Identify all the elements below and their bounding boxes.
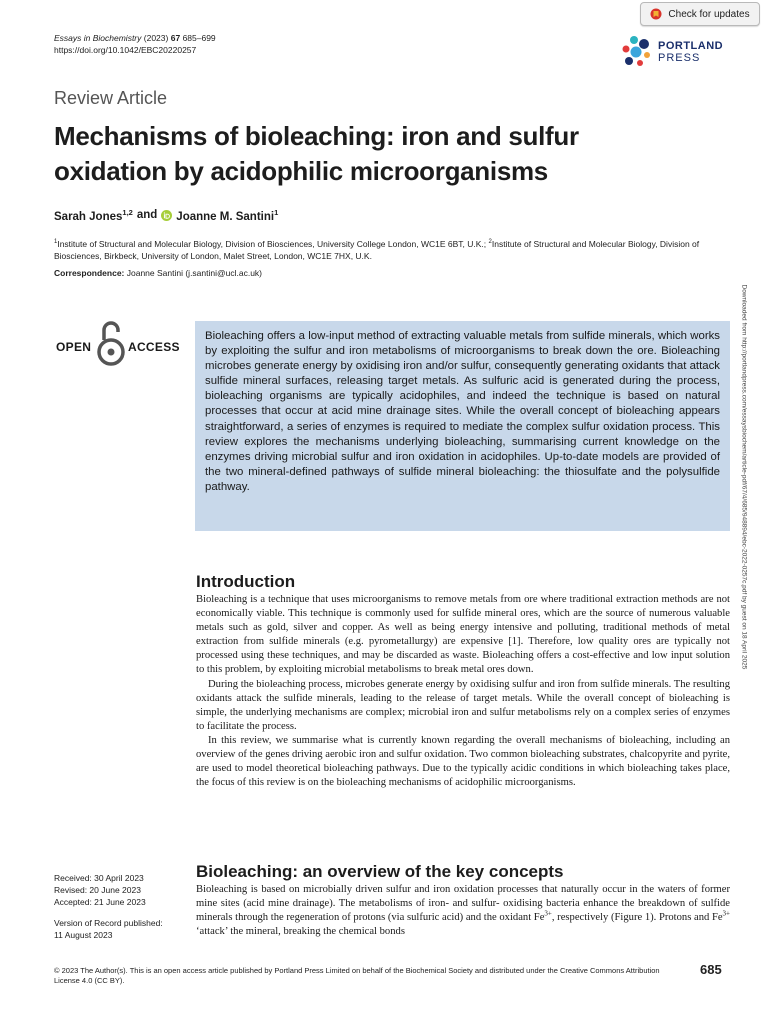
author-2[interactable]: Joanne M. Santini$^1$ [176,208,279,223]
open-lock-icon [96,318,126,368]
intro-paragraph-3: In this review, we summarise what is currently known regarding the overall mechanisms of bioleaching, including an overview of the genes driving aerobic iron and sulfur oxidation. Two common bioleaching substrates, chalcopyrite and pyrite, are used to model theoretical bioleaching pathways. Due to the typically acidic conditions in which bioleaching takes place, the focus of this review is on the bioleaching mechanisms of acidophilic microorganisms. [196,734,730,789]
journal-citation [54,32,216,56]
section-overview-body [196,883,730,939]
check-updates-icon [650,8,662,20]
open-access-left: OPEN [56,340,92,354]
introduction-body [196,593,730,790]
article-title: Mechanisms of bioleaching: iron and sulfur oxidation by acidophilic microorganisms [54,121,579,186]
author-and: and [136,209,158,222]
journal-year: (2023) [143,33,169,43]
open-access-logo [56,318,184,368]
correspondence-label: Correspondence: [54,268,125,278]
affiliations: $^1$Institute of Structural and Molecular Biology, Division of Biosciences, University College London, WC1E 6BT, U.K.; $^2$Institute of Structural and Molecular Biology, Division of Biosciences, Birkbeck, University of London, Malet Street, London, WC1E 7HX, U.K. [54,238,700,261]
correspondence-email[interactable]: Joanne Santini (j.santini@ucl.ac.uk) [126,268,263,278]
logo-text [658,40,723,64]
intro-paragraph-1: Bioleaching is a technique that uses microorganisms to remove metals from ore where traditional extraction methods are not economically viable. This technique is commonly used for sulfide mineral ores, which are the source of numerous valuable metals such as gold, silver and copper. As well as being energy intensive and polluting, traditional methods of metal extraction from sulfide minerals (e.g. pyrometallurgy) are expensive [1]. Therefore, low quality ores are typically not processed using these techniques, and may be discarded as waste. Bioleaching offers a cost-effective and low input solution to this problem, by exploiting microbial metabolisms to break metal ores down. [196,594,730,676]
accepted-date: Accepted: 21 June 2023 [54,897,146,907]
logo-line1: PORTLAND [658,40,724,52]
article-type: Review Article [54,88,168,108]
page-number: 685 [700,962,722,977]
download-note [738,282,750,742]
correspondence [54,268,262,278]
orcid-icon[interactable] [161,210,172,221]
check-updates-label: Check for updates [668,8,750,20]
journal-pages: 685–699 [182,33,216,43]
publisher-logo [620,34,735,70]
overview-paragraph-1: Bioleaching is based on microbially driven sulfur and iron oxidation processes that naturally occur in the waters of former mine sites (acid mine drainage). The metabolisms of iron- and sulfur- oxidising bacteria enhance the breakdown of sulfide minerals through the regeneration of protons (via sulfuric acid) and the oxidant $Fe^{3+}$, respectively (Figure 1). Protons and $Fe^{3+}$ ‘attack’ the mineral, breaking the chemical bonds [196,884,730,938]
received-date: Received: 30 April 2023 [54,873,144,883]
doi-link[interactable]: https://doi.org/10.1042/EBC20220257 [54,45,197,55]
vor-label: Version of Record published: [54,918,163,928]
section-overview-heading: Bioleaching: an overview of the key concepts [196,862,564,881]
check-for-updates-button[interactable] [640,2,760,26]
journal-volume: 67 [170,33,181,43]
introduction-heading: Introduction [196,572,296,591]
intro-paragraph-2: During the bioleaching process, microbes generate energy by oxidising sulfur and iron from sulfide minerals. The resulting oxidants attack the sulfide minerals, leading to the release of target metals. While the overall concept of bioleaching is simple, the underlying mechanisms are complex; microbial iron and sulfur metabolisms rely on a complex series of enzymes to facilitate the process. [196,678,730,732]
portland-press-logo-icon [620,34,656,70]
vor-date: 11 August 2023 [54,930,113,940]
open-access-right: ACCESS [128,340,180,354]
abstract-box: Bioleaching offers a low-input method of extracting valuable metals from sulfide minerals, which works by exploiting the sulfur and iron metabolisms of microorganisms to break down the ore. Bioleaching microbes generate energy by oxidising iron and/or sulfur, consequently generating oxidants that attack sulfide mineral surfaces, releasing target metals. As sulfuric acid is generated during the process, bioleaching organisms are typically acidophiles, and indeed the technique is based on natural processes that occur at acid mine drainage sites. While the overall concept of bioleaching appears straightforward, a series of enzymes is required to mediate the complex sulfur oxidation process. This review explores the mechanisms underlying bioleaching, summarising current knowledge on the enzymes driving microbial sulfur and iron oxidation in acidophiles. Up-to-date models are provided of the two mineral-defined pathways of sulfide mineral bioleaching: the thiosulfate and the polysulfide pathway. [195,321,730,531]
journal-name: Essays in Biochemistry [54,33,142,43]
author-1[interactable]: Sarah Jones$^{1,2}$ [54,208,133,223]
revised-date: Revised: 20 June 2023 [54,885,141,895]
download-note-text: Downloaded from http://portlandpress.com/essaysbiochem/article-pdf/67/4/685/948894/ebc-2022-0257c.pdf by guest on 18 April 2025 [740,284,748,670]
article-dates [54,872,163,941]
logo-line2: PRESS [658,52,701,64]
copyright-notice: © 2023 The Author(s). This is an open access article published by Portland Press Limited on behalf of the Biochemical Society and distributed under the Creative Commons Attribution License 4.0 (CC BY). [54,966,660,985]
author-list [54,208,278,223]
